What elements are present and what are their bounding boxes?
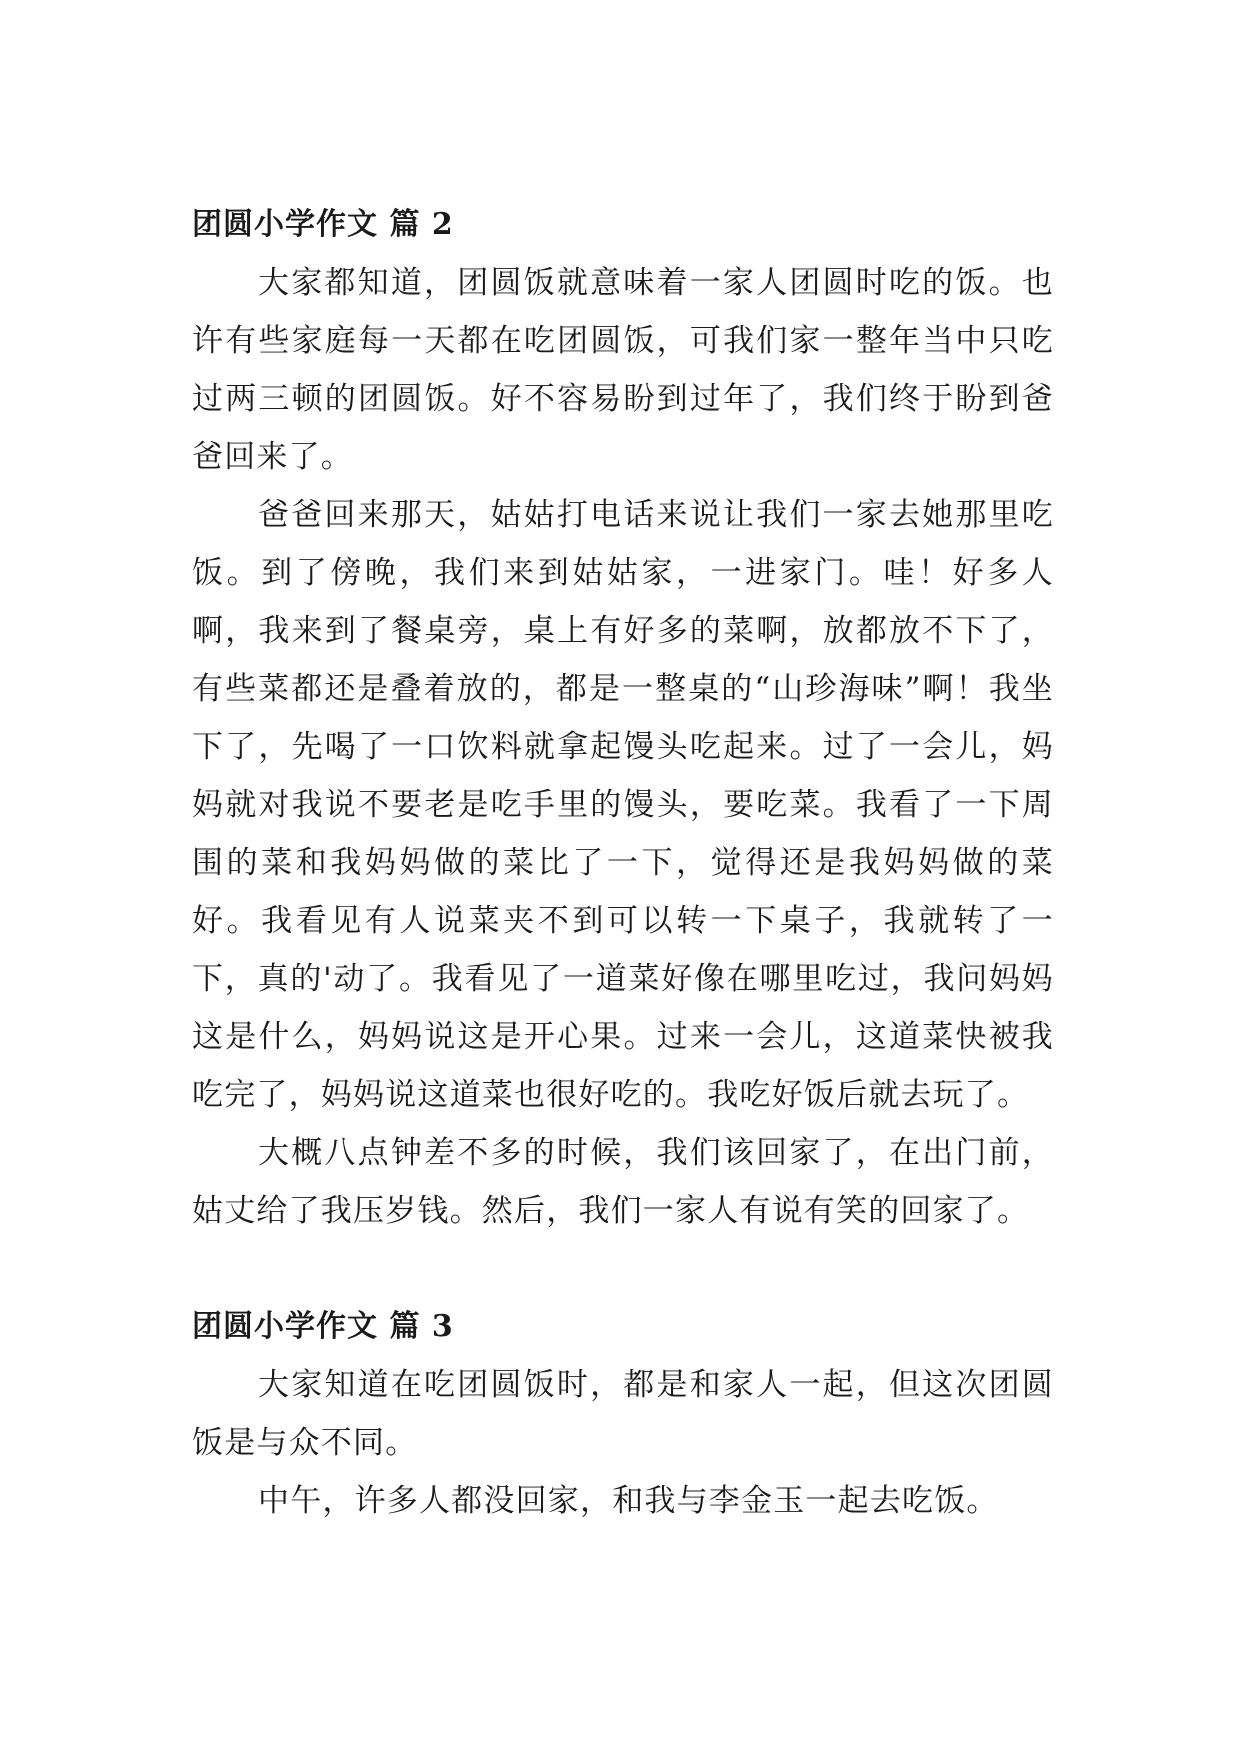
section-title: 团圆小学作文 篇 2 xyxy=(192,207,454,242)
paragraph: 大家知道在吃团圆饭时，都是和家人一起，但这次团圆饭是与众不同。 xyxy=(192,1367,1054,1461)
essay-section-3 xyxy=(192,1298,1054,1530)
section-title: 团圆小学作文 篇 3 xyxy=(192,1309,454,1344)
paragraph: 爸爸回来那天，姑姑打电话来说让我们一家去她那里吃饭。到了傍晚，我们来到姑姑家，一进家门。哇！好多人啊，我来到了餐桌旁，桌上有好多的菜啊，放都放不下了，有些菜都还是叠着放的，都是一整桌的“山珍海味”啊！我坐下了，先喝了一口饮料就拿起馒头吃起来。过了一会儿，妈妈就对我说不要老是吃手里的馒头，要吃菜。我看了一下周围的菜和我妈妈做的菜比了一下，觉得还是我妈妈做的菜好。我看见有人说菜夹不到可以转一下桌子，我就转了一下，真的'动了。我看见了一道菜好像在哪里吃过，我问妈妈这是什么，妈妈说这是开心果。过来一会儿，这道菜快被我吃完了，妈妈说这道菜也很好吃的。我吃好饭后就去玩了。 xyxy=(192,497,1054,1113)
paragraph: 中午，许多人都没回家，和我与李金玉一起去吃饭。 xyxy=(258,1483,999,1519)
essay-section-2 xyxy=(192,196,1054,1240)
section-spacer xyxy=(192,1240,1054,1298)
document-page xyxy=(192,196,1054,1530)
paragraph: 大概八点钟差不多的时候，我们该回家了，在出门前，姑丈给了我压岁钱。然后，我们一家人有说有笑的回家了。 xyxy=(192,1135,1054,1229)
paragraph: 大家都知道，团圆饭就意味着一家人团圆时吃的饭。也许有些家庭每一天都在吃团圆饭，可我们家一整年当中只吃过两三顿的团圆饭。好不容易盼到过年了，我们终于盼到爸爸回来了。 xyxy=(192,265,1054,475)
